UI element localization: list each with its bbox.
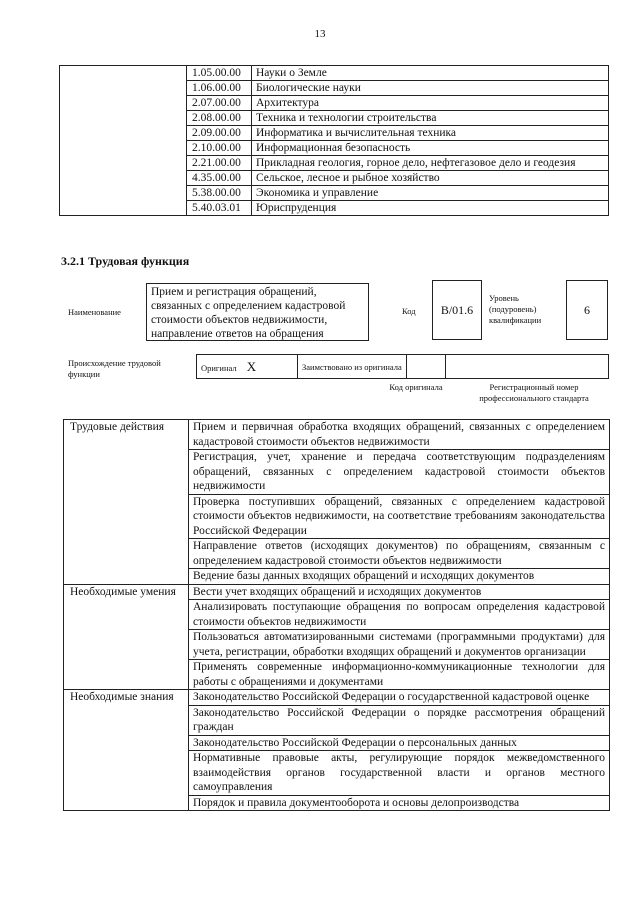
specialty-name: Биологические науки <box>252 81 609 96</box>
specialty-code: 2.09.00.00 <box>187 126 252 141</box>
specialty-row <box>60 66 609 81</box>
reg-number-caption: Регистрационный номер профессионального стандарта <box>479 382 589 403</box>
specialty-name: Информатика и вычислительная техника <box>252 126 609 141</box>
function-table-body <box>64 420 610 811</box>
function-row <box>64 690 610 706</box>
code-original-caption: Код оригинала <box>389 382 443 392</box>
function-item: Регистрация, учет, хранение и передача соответствующим подразделениям обращений, связанных с определением кадастровой стоимости объектов недвижимости <box>189 450 610 495</box>
function-item: Ведение базы данных входящих обращений и исходящих документов <box>189 569 610 585</box>
specialties-body <box>60 66 609 216</box>
level-label: Уровень (подуровень) квалификации <box>489 293 542 325</box>
origin-original-cell <box>197 355 298 379</box>
function-item: Направление ответов (исходящих документов) по обращениям, связанным с определением кадастровой стоимости объектов недвижимости <box>189 539 610 569</box>
origin-label: Происхождение трудовой функции <box>68 358 161 379</box>
function-item: Нормативные правовые акты, регулирующие порядок межведомственного взаимодействия органов государственной власти и органов местного самоуправления <box>189 751 610 796</box>
specialty-code: 1.05.00.00 <box>187 66 252 81</box>
specialty-name: Науки о Земле <box>252 66 609 81</box>
original-label: Оригинал <box>201 362 237 373</box>
specialty-name: Архитектура <box>252 96 609 111</box>
specialty-name: Техника и технологии строительства <box>252 111 609 126</box>
level-value: 6 <box>584 302 590 317</box>
specialty-code: 1.06.00.00 <box>187 81 252 96</box>
function-name-box <box>146 283 369 341</box>
origin-empty-cell-2 <box>446 355 609 379</box>
specialty-code: 5.40.03.01 <box>187 201 252 216</box>
function-item: Проверка поступивших обращений, связанных с определением кадастровой стоимости объектов недвижимости, на соответствие требованиям законодательства Российской Федерации <box>189 494 610 539</box>
specialty-code: 2.08.00.00 <box>187 111 252 126</box>
origin-table <box>196 354 609 379</box>
function-name-value: Прием и регистрация обращений, связанных с определением кадастровой стоимости объектов недвижимости, направление ответов на обращения <box>151 286 346 340</box>
original-mark: X <box>246 358 257 374</box>
specialty-code: 4.35.00.00 <box>187 171 252 186</box>
specialty-code: 2.10.00.00 <box>187 141 252 156</box>
specialty-name: Прикладная геология, горное дело, нефтегазовое дело и геодезия <box>252 156 609 171</box>
code-label: Код <box>402 306 416 316</box>
function-item: Законодательство Российской Федерации о персональных данных <box>189 735 610 751</box>
function-item: Анализировать поступающие обращения по вопросам определения кадастровой стоимости объектов недвижимости <box>189 600 610 630</box>
function-item: Вести учет входящих обращений и исходящих документов <box>189 584 610 600</box>
borrowed-label: Заимствовано из оригинала <box>298 355 407 379</box>
specialties-table <box>59 65 609 216</box>
code-value: В/01.6 <box>440 302 474 317</box>
function-row <box>64 584 610 600</box>
section-title: 3.2.1 Трудовая функция <box>61 254 190 268</box>
specialty-code: 5.38.00.00 <box>187 186 252 201</box>
specialties-blank-cell <box>60 66 187 216</box>
category-skills: Необходимые умения <box>64 584 189 690</box>
page-number: 13 <box>314 28 326 40</box>
specialty-name: Экономика и управление <box>252 186 609 201</box>
specialty-code: 2.21.00.00 <box>187 156 252 171</box>
function-item: Законодательство Российской Федерации о порядке рассмотрения обращений граждан <box>189 705 610 735</box>
specialty-name: Сельское, лесное и рыбное хозяйство <box>252 171 609 186</box>
function-table <box>63 419 610 811</box>
category-labor-actions: Трудовые действия <box>64 420 189 585</box>
origin-empty-cell-1 <box>407 355 446 379</box>
specialty-name: Информационная безопасность <box>252 141 609 156</box>
function-item: Пользоваться автоматизированными системами (программными продуктами) для учета, регистрации, обработки входящих обращений и документов организации <box>189 630 610 660</box>
name-label: Наименование <box>68 307 121 317</box>
specialty-name: Юриспруденция <box>252 201 609 216</box>
function-item: Применять современные информационно-коммуникационные технологии для работы с обращениями и документами <box>189 660 610 690</box>
category-knowledge: Необходимые знания <box>64 690 189 811</box>
level-box <box>566 280 608 340</box>
function-item: Законодательство Российской Федерации о государственной кадастровой оценке <box>189 690 610 706</box>
function-item: Порядок и правила документооборота и основы делопроизводства <box>189 795 610 811</box>
function-item: Прием и первичная обработка входящих обращений, связанных с определением кадастровой стоимости объектов недвижимости <box>189 420 610 450</box>
code-box <box>432 280 482 340</box>
function-row <box>64 420 610 450</box>
specialty-code: 2.07.00.00 <box>187 96 252 111</box>
